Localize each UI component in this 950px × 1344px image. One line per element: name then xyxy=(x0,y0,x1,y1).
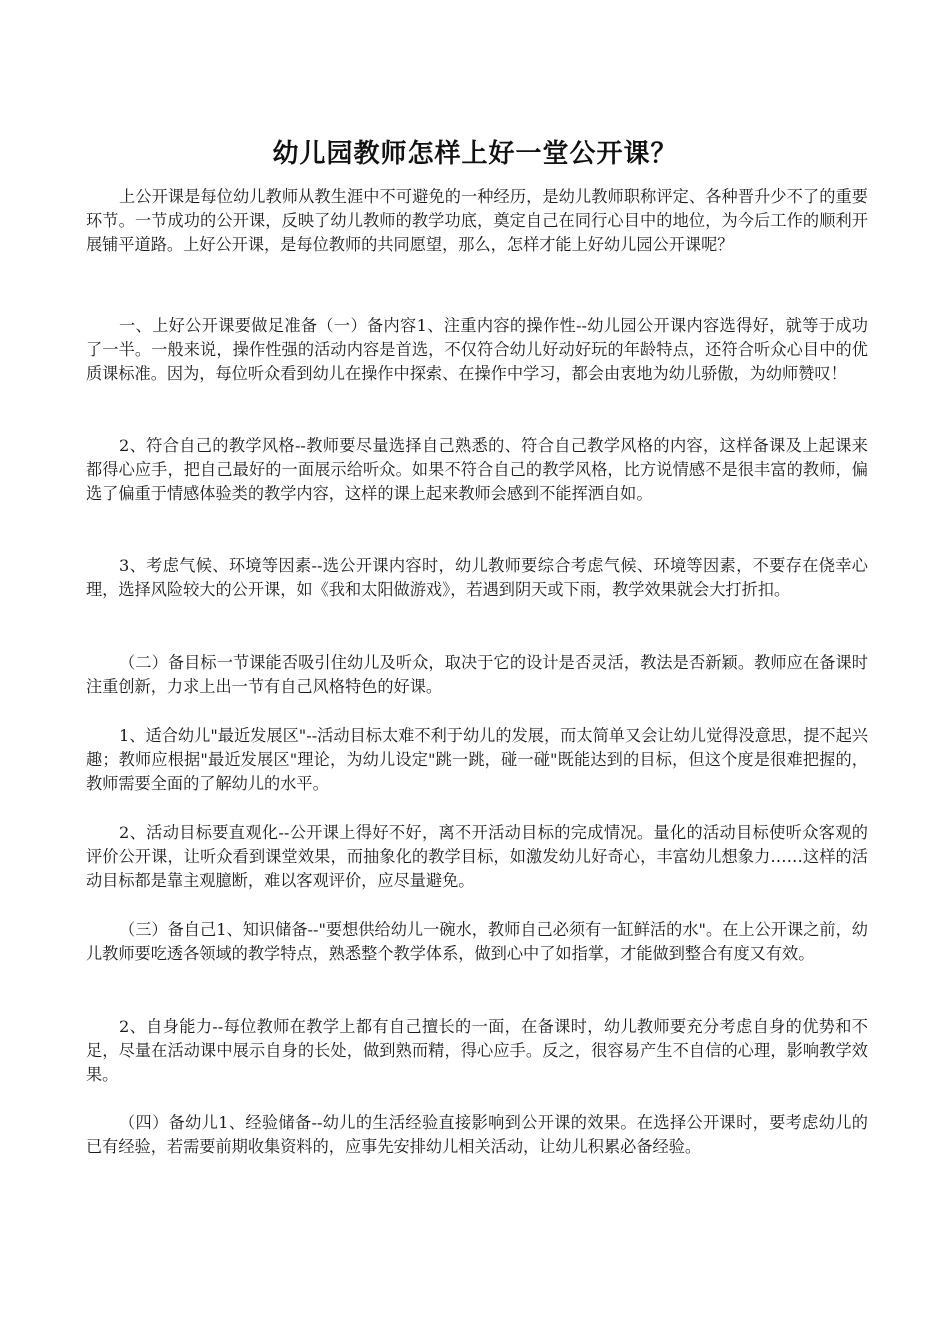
paragraph-prepare-content: 一、上好公开课要做足准备（一）备内容1、注重内容的操作性--幼儿园公开课内容选得好，就等于成功了一半。一般来说，操作性强的活动内容是首选，不仅符合幼儿好动好玩的年龄特点，还符合听众心目中的优质课标准。因为，每位听众看到幼儿在操作中探索、在操作中学习，都会由衷地为幼儿骄傲，为幼师赞叹！ xyxy=(86,316,868,383)
paragraph-weather-environment: 3、考虑气候、环境等因素--选公开课内容时，幼儿教师要综合考虑气候、环境等因素，不要存在侥幸心理，选择风险较大的公开课，如《我和太阳做游戏》，若遇到阴天或下雨，教学效果就会大打折扣。 xyxy=(86,556,868,599)
paragraph-teaching-style: 2、符合自己的教学风格--教师要尽量选择自己熟悉的、符合自己教学风格的内容，这样备课及上起课来都得心应手，把自己最好的一面展示给听众。如果不符合自己的教学风格，比方说情感不是很丰富的教师，偏选了偏重于情感体验类的教学内容，这样的课上起来教师会感到不能挥洒自如。 xyxy=(86,436,868,503)
paragraph-prepare-self: （三）备自己1、知识储备--"要想供给幼儿一碗水，教师自己必须有一缸鲜活的水"。在上公开课之前，幼儿教师要吃透各领域的教学特点，熟悉整个教学体系，做到心中了如指掌，才能做到整合有度又有效。 xyxy=(86,920,868,963)
paragraph-intuitive-goals: 2、活动目标要直观化--公开课上得好不好，离不开活动目标的完成情况。量化的活动目标使听众客观的评价公开课，让听众看到课堂效果，而抽象化的教学目标，如激发幼儿好奇心，丰富幼儿想象力……这样的活动目标都是靠主观臆断，难以客观评价，应尽量避免。 xyxy=(86,823,868,890)
paragraph-prepare-children: （四）备幼儿1、经验储备--幼儿的生活经验直接影响到公开课的效果。在选择公开课时，要考虑幼儿的已有经验，若需要前期收集资料的，应事先安排幼儿相关活动，让幼儿积累必备经验。 xyxy=(86,1113,868,1156)
paragraph-prepare-goals: （二）备目标一节课能否吸引住幼儿及听众，取决于它的设计是否灵活，教法是否新颖。教师应在备课时注重创新，力求上出一节有自己风格特色的好课。 xyxy=(86,653,868,696)
paragraph-own-ability: 2、自身能力--每位教师在教学上都有自己擅长的一面，在备课时，幼儿教师要充分考虑自身的优势和不足，尽量在活动课中展示自身的长处，做到熟而精，得心应手。反之，很容易产生不自信的心理，影响教学效果。 xyxy=(86,1017,868,1084)
document-title: 幼儿园教师怎样上好一堂公开课？ xyxy=(272,139,678,169)
paragraph-development-zone: 1、适合幼儿"最近发展区"--活动目标太难不利于幼儿的发展，而太简单又会让幼儿觉得没意思，提不起兴趣；教师应根据"最近发展区"理论，为幼儿设定"跳一跳，碰一碰"既能达到的目标，但这个度是很难把握的，教师需要全面的了解幼儿的水平。 xyxy=(86,726,868,793)
paragraph-intro: 上公开课是每位幼儿教师从教生涯中不可避免的一种经历，是幼儿教师职称评定、各种晋升少不了的重要环节。一节成功的公开课，反映了幼儿教师的教学功底，奠定自己在同行心目中的地位，为今后工作的顺利开展铺平道路。上好公开课，是每位教师的共同愿望，那么，怎样才能上好幼儿园公开课呢？ xyxy=(86,187,868,254)
